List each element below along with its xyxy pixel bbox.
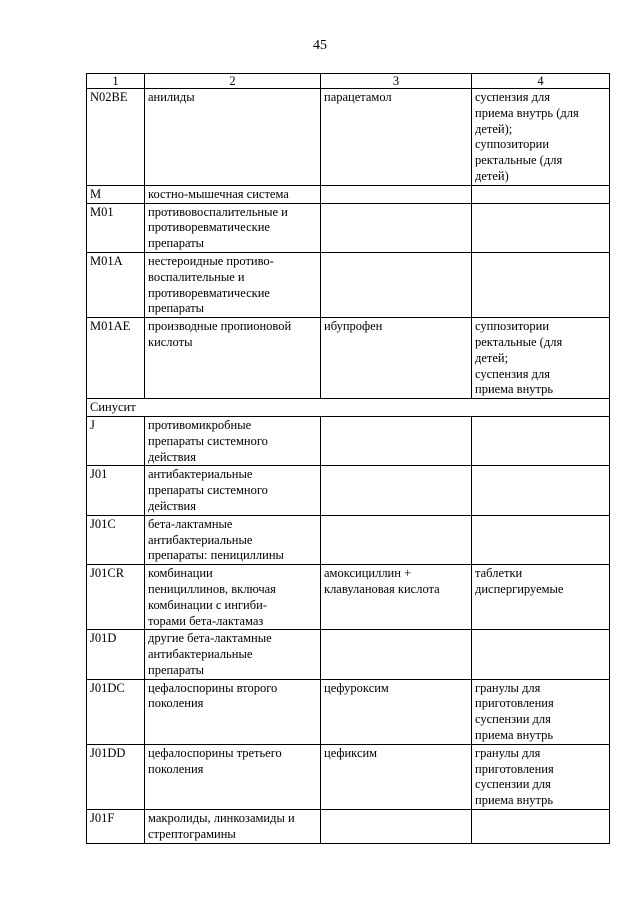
dosage-form-cell bbox=[472, 416, 610, 465]
table-row bbox=[87, 89, 610, 186]
header-cell: 4 bbox=[472, 74, 610, 89]
header-cell: 2 bbox=[145, 74, 321, 89]
table-row bbox=[87, 466, 610, 515]
atc-code-cell: M bbox=[87, 185, 145, 203]
atc-code-cell: J01DD bbox=[87, 744, 145, 809]
pharmacological-group-cell: антибактериальные препараты системного действия bbox=[145, 466, 321, 515]
pharmacological-group-cell: макролиды, линкозамиды и стрептограмины bbox=[145, 810, 321, 844]
dosage-form-cell: таблетки диспергируемые bbox=[472, 565, 610, 630]
dosage-form-cell bbox=[472, 810, 610, 844]
pharmacological-group-cell: нестероидные противо- воспалительные и противоревматические препараты bbox=[145, 252, 321, 317]
pharmacological-group-cell: цефалоспорины второго поколения bbox=[145, 679, 321, 744]
table-row bbox=[87, 630, 610, 679]
dosage-form-cell bbox=[472, 630, 610, 679]
drug-name-cell: парацетамол bbox=[321, 89, 472, 186]
dosage-form-cell bbox=[472, 185, 610, 203]
pharmacological-group-cell: анилиды bbox=[145, 89, 321, 186]
dosage-form-cell bbox=[472, 515, 610, 564]
drug-table bbox=[86, 73, 610, 844]
pharmacological-group-cell: комбинации пенициллинов, включая комбинации с ингиби- торами бета-лактамаз bbox=[145, 565, 321, 630]
drug-name-cell bbox=[321, 416, 472, 465]
drug-name-cell bbox=[321, 466, 472, 515]
dosage-form-cell bbox=[472, 203, 610, 252]
atc-code-cell: M01AE bbox=[87, 318, 145, 399]
pharmacological-group-cell: противомикробные препараты системного действия bbox=[145, 416, 321, 465]
pharmacological-group-cell: цефалоспорины третьего поколения bbox=[145, 744, 321, 809]
drug-name-cell bbox=[321, 252, 472, 317]
section-row bbox=[87, 399, 610, 417]
table-row bbox=[87, 679, 610, 744]
pharmacological-group-cell: противовоспалительные и противоревматические препараты bbox=[145, 203, 321, 252]
atc-code-cell: J01DC bbox=[87, 679, 145, 744]
dosage-form-cell bbox=[472, 466, 610, 515]
atc-code-cell: J01 bbox=[87, 466, 145, 515]
table-row bbox=[87, 810, 610, 844]
drug-name-cell bbox=[321, 515, 472, 564]
drug-name-cell: ибупрофен bbox=[321, 318, 472, 399]
dosage-form-cell: гранулы для приготовления суспензии для приема внутрь bbox=[472, 744, 610, 809]
table-row bbox=[87, 252, 610, 317]
drug-name-cell bbox=[321, 810, 472, 844]
dosage-form-cell: суппозитории ректальные (для детей; суспензия для приема внутрь bbox=[472, 318, 610, 399]
atc-code-cell: M01A bbox=[87, 252, 145, 317]
atc-code-cell: J01F bbox=[87, 810, 145, 844]
section-title: Синусит bbox=[87, 399, 610, 417]
pharmacological-group-cell: другие бета-лактамные антибактериальные препараты bbox=[145, 630, 321, 679]
table-row bbox=[87, 515, 610, 564]
atc-code-cell: J bbox=[87, 416, 145, 465]
atc-code-cell: N02BE bbox=[87, 89, 145, 186]
atc-code-cell: M01 bbox=[87, 203, 145, 252]
atc-code-cell: J01C bbox=[87, 515, 145, 564]
pharmacological-group-cell: производные пропионовой кислоты bbox=[145, 318, 321, 399]
table-row bbox=[87, 565, 610, 630]
dosage-form-cell bbox=[472, 252, 610, 317]
table-row bbox=[87, 185, 610, 203]
atc-code-cell: J01D bbox=[87, 630, 145, 679]
header-cell: 3 bbox=[321, 74, 472, 89]
drug-name-cell bbox=[321, 203, 472, 252]
drug-name-cell: амоксициллин + клавулановая кислота bbox=[321, 565, 472, 630]
dosage-form-cell: суспензия для приема внутрь (для детей); суппозитории ректальные (для детей) bbox=[472, 89, 610, 186]
atc-code-cell: J01CR bbox=[87, 565, 145, 630]
pharmacological-group-cell: костно-мышечная система bbox=[145, 185, 321, 203]
drug-name-cell bbox=[321, 185, 472, 203]
header-cell: 1 bbox=[87, 74, 145, 89]
dosage-form-cell: гранулы для приготовления суспензии для приема внутрь bbox=[472, 679, 610, 744]
drug-name-cell bbox=[321, 630, 472, 679]
page-number: 45 bbox=[313, 38, 327, 53]
table-row bbox=[87, 203, 610, 252]
table-row bbox=[87, 744, 610, 809]
pharmacological-group-cell: бета-лактамные антибактериальные препараты: пенициллины bbox=[145, 515, 321, 564]
table-header-row bbox=[87, 74, 610, 89]
table-row bbox=[87, 416, 610, 465]
drug-name-cell: цефиксим bbox=[321, 744, 472, 809]
table-body bbox=[87, 74, 610, 844]
table-row bbox=[87, 318, 610, 399]
drug-name-cell: цефуроксим bbox=[321, 679, 472, 744]
